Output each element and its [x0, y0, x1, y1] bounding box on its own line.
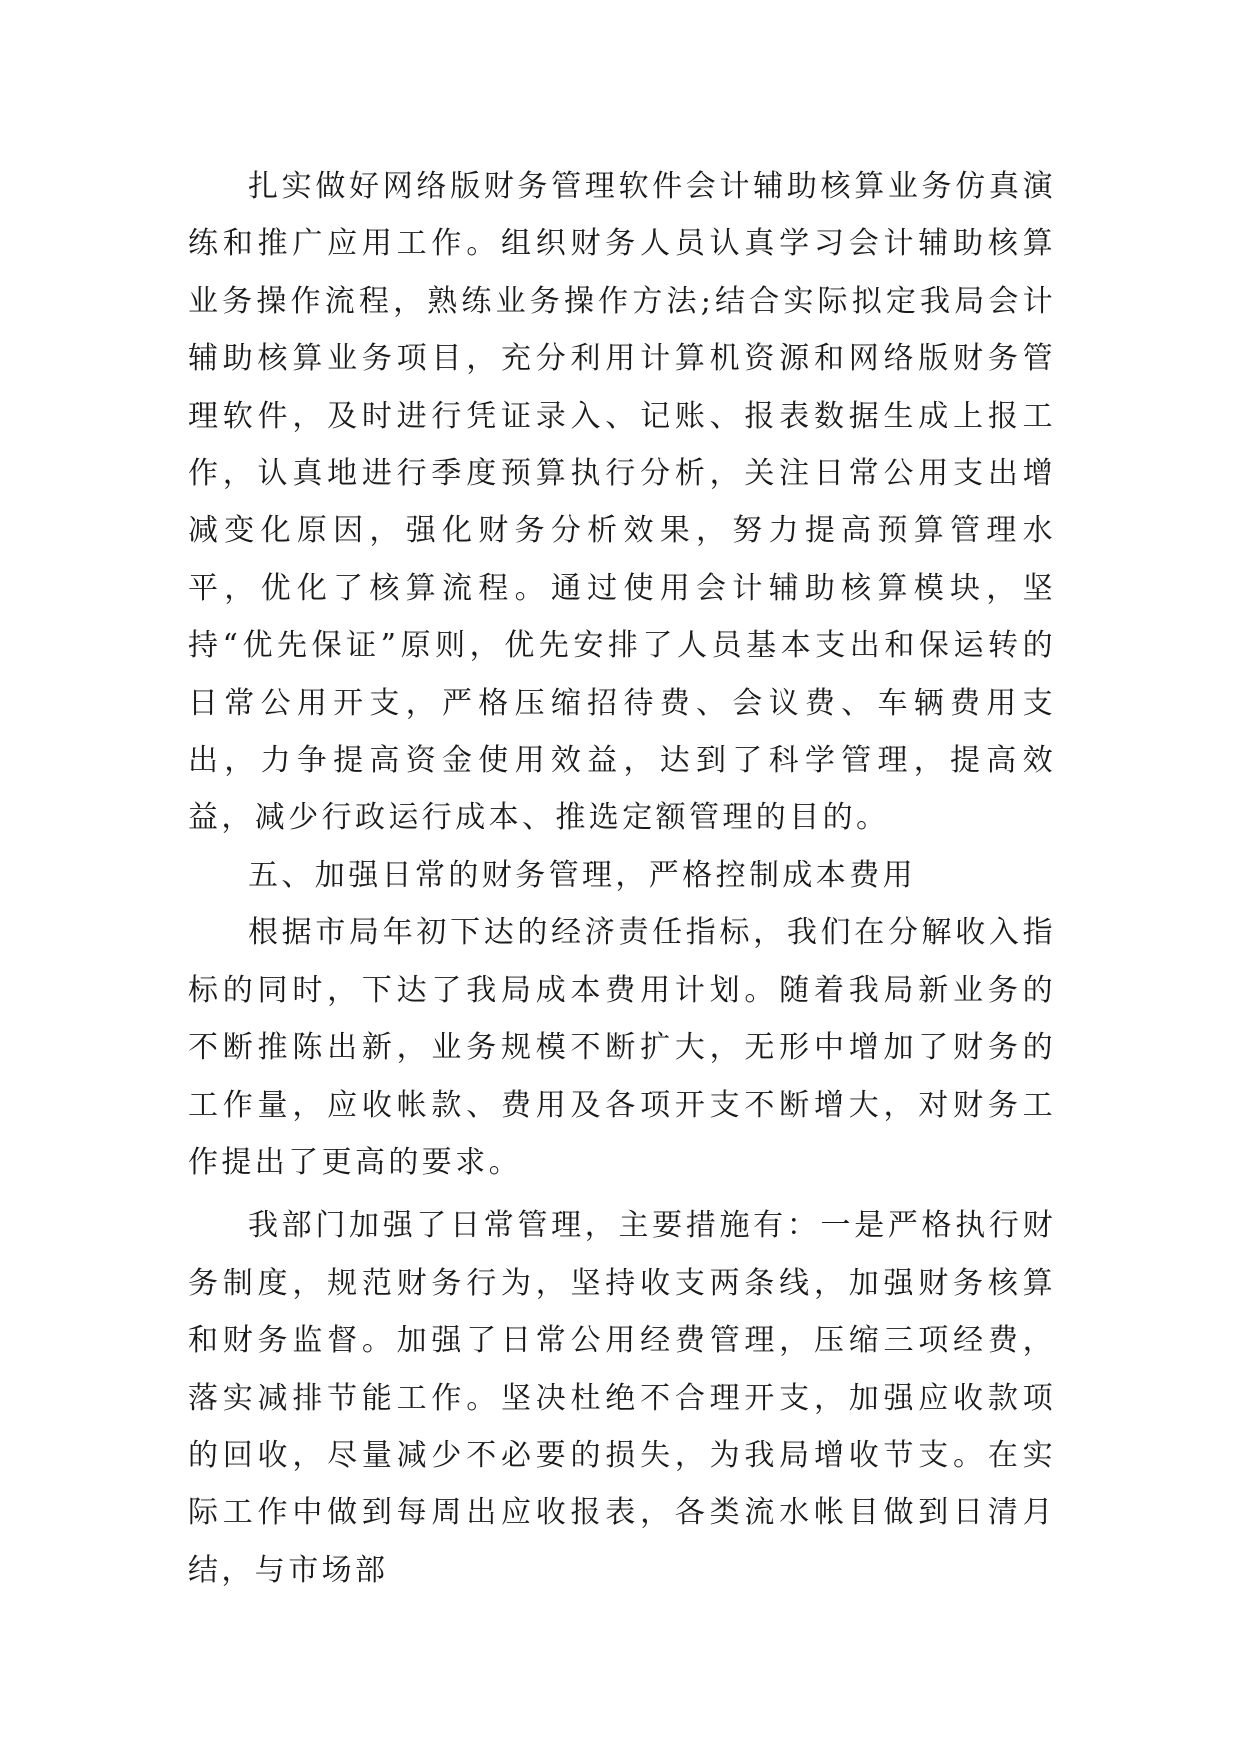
- paragraph-cost-plan: 根据市局年初下达的经济责任指标，我们在分解收入指标的同时，下达了我局成本费用计划。随着我局新业务的不断推陈出新，业务规模不断扩大，无形中增加了财务的工作量，应收帐款、费用及各项开支不断增大，对财务工作提出了更高的要求。: [188, 915, 1056, 1180]
- section-heading-five: 五、加强日常的财务管理，严格控制成本费用: [248, 857, 916, 893]
- paragraph-accounting-software: 扎实做好网络版财务管理软件会计辅助核算业务仿真演练和推广应用工作。组织财务人员认真学习会计辅助核算业务操作流程，熟练业务操作方法;结合实际拟定我局会计辅助核算业务项目，充分利用计算机资源和网络版财务管理软件，及时进行凭证录入、记账、报表数据生成上报工作，认真地进行季度预算执行分析，关注日常公用支出增减变化原因，强化财务分析效果，努力提高预算管理水平，优化了核算流程。通过使用会计辅助核算模块，坚持“优先保证”原则，优先安排了人员基本支出和保运转的日常公用开支，严格压缩招待费、会议费、车辆费用支出，力争提高资金使用效益，达到了科学管理，提高效益，减少行政运行成本、推选定额管理的目的。: [188, 169, 1056, 836]
- paragraph-daily-management: 我部门加强了日常管理，主要措施有：一是严格执行财务制度，规范财务行为，坚持收支两条线，加强财务核算和财务监督。加强了日常公用经费管理，压缩三项经费，落实减排节能工作。坚决杜绝不合理开支，加强应收款项的回收，尽量减少不必要的损失，为我局增收节支。在实际工作中做到每周出应收报表，各类流水帐目做到日清月结，与市场部: [188, 1208, 1056, 1588]
- document-body: [188, 158, 1056, 1599]
